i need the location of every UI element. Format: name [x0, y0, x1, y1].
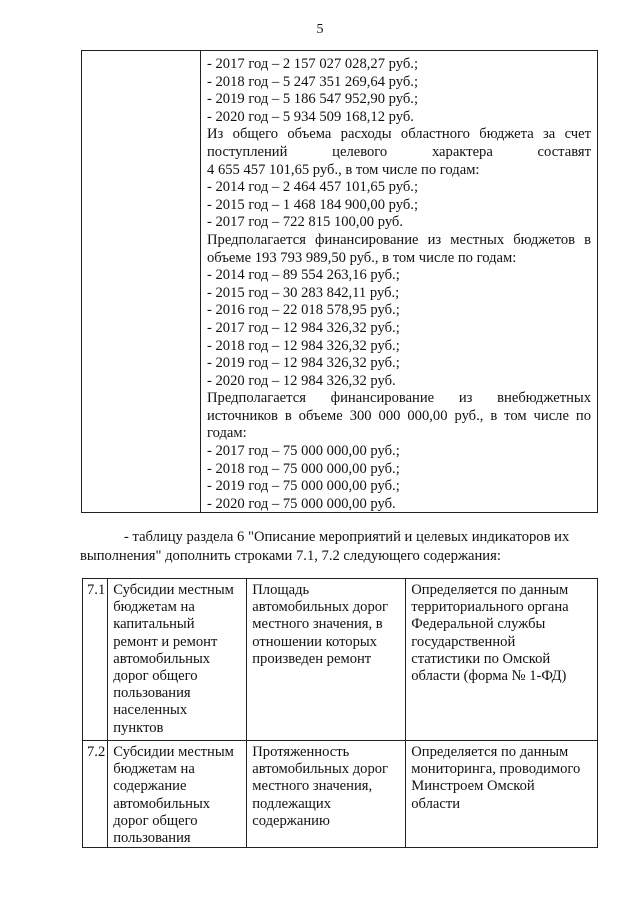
local-year-line: - 2015 год – 30 283 842,11 руб.; — [207, 284, 400, 301]
extra-year-line: - 2017 год – 75 000 000,00 руб.; — [207, 443, 400, 460]
local-year-line: - 2014 год – 89 554 263,16 руб.; — [207, 267, 400, 284]
row-number: 7.1 — [83, 579, 108, 741]
indicator-cell: Площадь автомобильных дорог местного значения, в отношении которых произведен ремонт — [252, 582, 389, 667]
extra-year-line: - 2020 год – 75 000 000,00 руб. — [207, 495, 396, 512]
targeted-year-line: - 2015 год – 1 468 184 900,00 руб.; — [207, 196, 419, 213]
extra-year-line: - 2019 год – 75 000 000,00 руб.; — [207, 478, 400, 495]
intro-paragraph — [80, 528, 598, 566]
extra-paragraph-line: Предполагается финансирование из внебюджетных — [207, 390, 591, 407]
targeted-paragraph-line: поступлений целевого характера составят — [207, 143, 591, 160]
source-cell: Определяется по данным территориального органа Федеральной службы государственной статистики по Омской области (форма № 1-ФД) — [411, 582, 569, 685]
row-number: 7.2 — [83, 741, 108, 848]
measures-table — [82, 578, 598, 848]
extra-year-line: - 2018 год – 75 000 000,00 руб.; — [207, 460, 400, 477]
indicator-cell: Протяженность автомобильных дорог местного значения, подлежащих содержанию — [252, 744, 389, 829]
targeted-year-line: - 2014 год – 2 464 457 101,65 руб.; — [207, 179, 419, 196]
extra-paragraph-line: источников в объеме 300 000 000,00 руб., в том числе по — [207, 407, 591, 424]
measure-cell: Субсидии местным бюджетам на содержание автомобильных дорог общего пользования — [113, 744, 234, 847]
financing-table-content-cell — [201, 51, 597, 512]
source-cell: Определяется по данным мониторинга, проводимого Минстроем Омской области — [411, 744, 581, 812]
page-number: 5 — [316, 22, 324, 37]
financing-line: - 2020 год – 5 934 509 168,12 руб. — [207, 108, 414, 125]
financing-table — [81, 50, 598, 513]
local-year-line: - 2020 год – 12 984 326,32 руб. — [207, 372, 396, 389]
local-paragraph-line: объеме 193 793 989,50 руб., в том числе по годам: — [207, 249, 517, 266]
targeted-paragraph-line: 4 655 457 101,65 руб., в том числе по годам: — [207, 161, 480, 178]
local-year-line: - 2016 год – 22 018 578,95 руб.; — [207, 302, 400, 319]
financing-line: - 2018 год – 5 247 351 269,64 руб.; — [207, 73, 419, 90]
targeted-paragraph-line: Из общего объема расходы областного бюджета за счет — [207, 126, 591, 143]
local-year-line: - 2019 год – 12 984 326,32 руб.; — [207, 355, 400, 372]
targeted-year-line: - 2017 год – 722 815 100,00 руб. — [207, 214, 404, 231]
table-row — [83, 579, 598, 741]
table-row — [83, 741, 598, 848]
local-year-line: - 2018 год – 12 984 326,32 руб.; — [207, 337, 400, 354]
measure-cell: Субсидии местным бюджетам на капитальный ремонт и ремонт автомобильных дорог общего пользования населенных пунктов — [113, 582, 234, 736]
financing-line: - 2019 год – 5 186 547 952,90 руб.; — [207, 91, 419, 108]
financing-table-label-cell — [82, 51, 201, 512]
financing-line: - 2017 год – 2 157 027 028,27 руб.; — [207, 56, 419, 72]
local-year-line: - 2017 год – 12 984 326,32 руб.; — [207, 319, 400, 336]
intro-line-2: выполнения" дополнить строками 7.1, 7.2 следующего содержания: — [80, 548, 501, 564]
local-paragraph-line: Предполагается финансирование из местных бюджетов в — [207, 231, 591, 248]
extra-paragraph-line: годам: — [207, 425, 247, 442]
intro-line-1: - таблицу раздела 6 "Описание мероприятий и целевых индикаторов их — [124, 529, 570, 545]
